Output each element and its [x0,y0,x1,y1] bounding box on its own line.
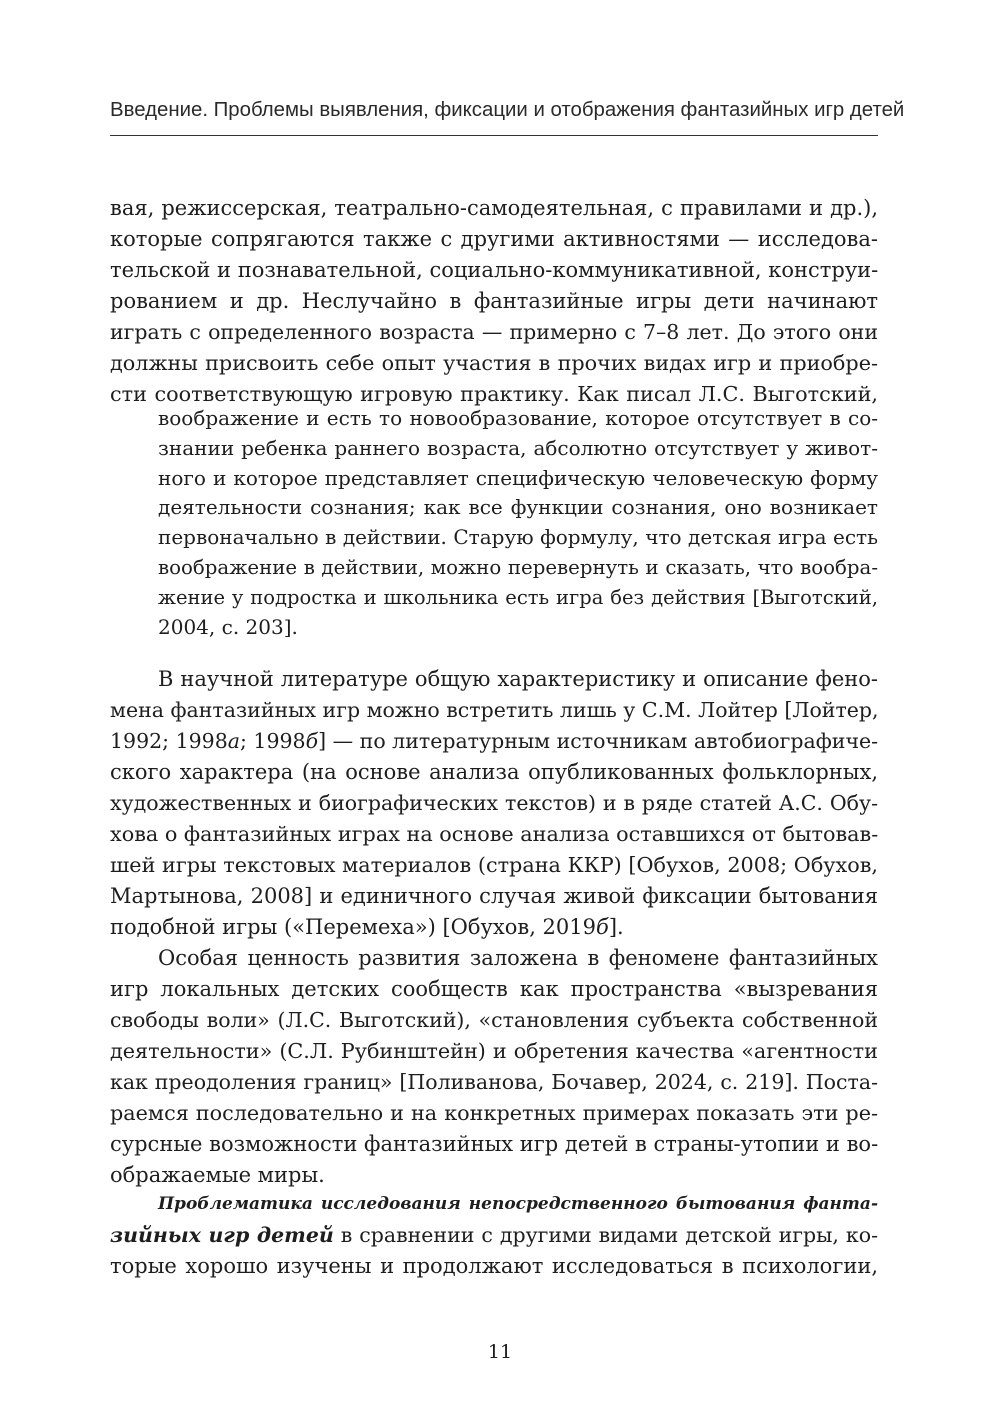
text-run: в сравнении с другими видами детской игры, ко- [333,1223,878,1247]
emphasis-text: Проблематика исследования непосредственного бытования фанта- [158,1194,878,1214]
quote-line: жение у подростка и школьника есть игра без действия [Выготский, [158,585,878,609]
text-line: шей игры текстовых материалов (страна ККР) [Обухов, 2008; Обухов, [110,853,878,877]
quote-line: знании ребенка раннего возраста, абсолютно отсутствует у живот- [158,435,878,460]
text-line: свободы воли» (Л.С. Выготский), «становления субъекта собственной [110,1008,878,1032]
text-line: которые сопрягаются также с другими активностями — исследова- [110,227,878,251]
paragraph-value [110,943,878,1191]
quote-line: ного и которое представляет специфическую человеческую форму [158,465,878,490]
text-line: художественных и биографических текстов) и в ряде статей А.С. Обу- [110,791,878,815]
running-header: Введение. Проблемы выявления, фиксации и отображения фантазийных игр детей [110,99,905,121]
text-line: сурсные возможности фантазийных игр детей в страны-утопии и во- [110,1132,879,1156]
text-line: должны присвоить себе опыт участия в прочих видах игр и приобре- [110,351,878,375]
header-rule [110,135,878,136]
text-line: В научной литературе общую характеристику и описание фено- [158,667,878,691]
block-quote [158,404,878,642]
text-line: мена фантазийных игр можно встретить лишь у С.М. Лойтер [Лойтер, [110,698,879,722]
text-line: рованием и др. Неслучайно в фантазийные игры дети начинают [110,289,878,313]
quote-line: воображение в действии, можно перевернуть и сказать, что вообра- [158,555,878,579]
italic-letter: б [596,915,609,939]
text-line: ского характера (на основе анализа опубликованных фольклорных, [110,760,878,784]
text-run: подобной игры («Перемеха») [Обухов, 2019 [110,915,597,939]
text-line: как преодоления границ» [Поливанова, Бочавер, 2024, с. 219]. Поста- [110,1070,878,1094]
paragraph-problem [110,1189,878,1282]
text-line: Особая ценность развития заложена в феномене фантазийных [158,946,878,970]
text-line: игр локальных детских сообществ как пространства «вызревания [110,977,878,1001]
text-line: сти соответствующую игровую практику. Как писал Л.С. Выготский, [110,382,878,406]
text-line: вая, режиссерская, театрально-самодеятельная, с правилами и др.), [110,196,878,220]
text-line: деятельности» (С.Л. Рубинштейн) и обретения качества «агентности [110,1039,878,1063]
text-line: раемся последовательно и на конкретных примерах показать эти ре- [110,1101,878,1125]
paragraph-continuation [110,193,878,410]
quote-line: воображение и есть то новообразование, которое отсутствует в со- [158,406,878,430]
text-line: играть с определенного возраста — примерно с 7–8 лет. До этого они [110,320,878,344]
text-line [110,1220,878,1251]
italic-letter: а [227,729,240,753]
quote-line: 2004, с. 203]. [158,614,298,639]
text-line: торые хорошо изучены и продолжают исследоваться в психологии, [110,1254,878,1278]
quote-line: деятельности сознания; как все функции сознания, оно возникает [158,495,878,520]
text-run: ]. [608,915,624,939]
emphasis-text: зийных игр детей [110,1223,334,1247]
paragraph-literature [110,664,878,943]
page-number: 11 [487,1341,513,1363]
text-line: тельской и познавательной, социально-коммуникативной, конструи- [110,258,879,282]
text-run: ] — по литературным источникам автобиографиче- [318,729,879,753]
text-line: Мартынова, 2008] и единичного случая живой фиксации бытования [110,884,878,908]
text-line: хова о фантазийных играх на основе анализа оставшихся от бытовав- [110,822,879,846]
italic-letter: б [305,729,319,753]
text-run: ; 1998 [240,729,306,753]
text-run: 1992; 1998 [110,729,228,753]
text-line [110,726,878,757]
text-line [110,912,878,943]
quote-line: первоначально в действии. Старую формулу, что детская игра есть [158,525,878,550]
text-line [110,1189,878,1220]
text-line: ображаемые миры. [110,1163,325,1187]
